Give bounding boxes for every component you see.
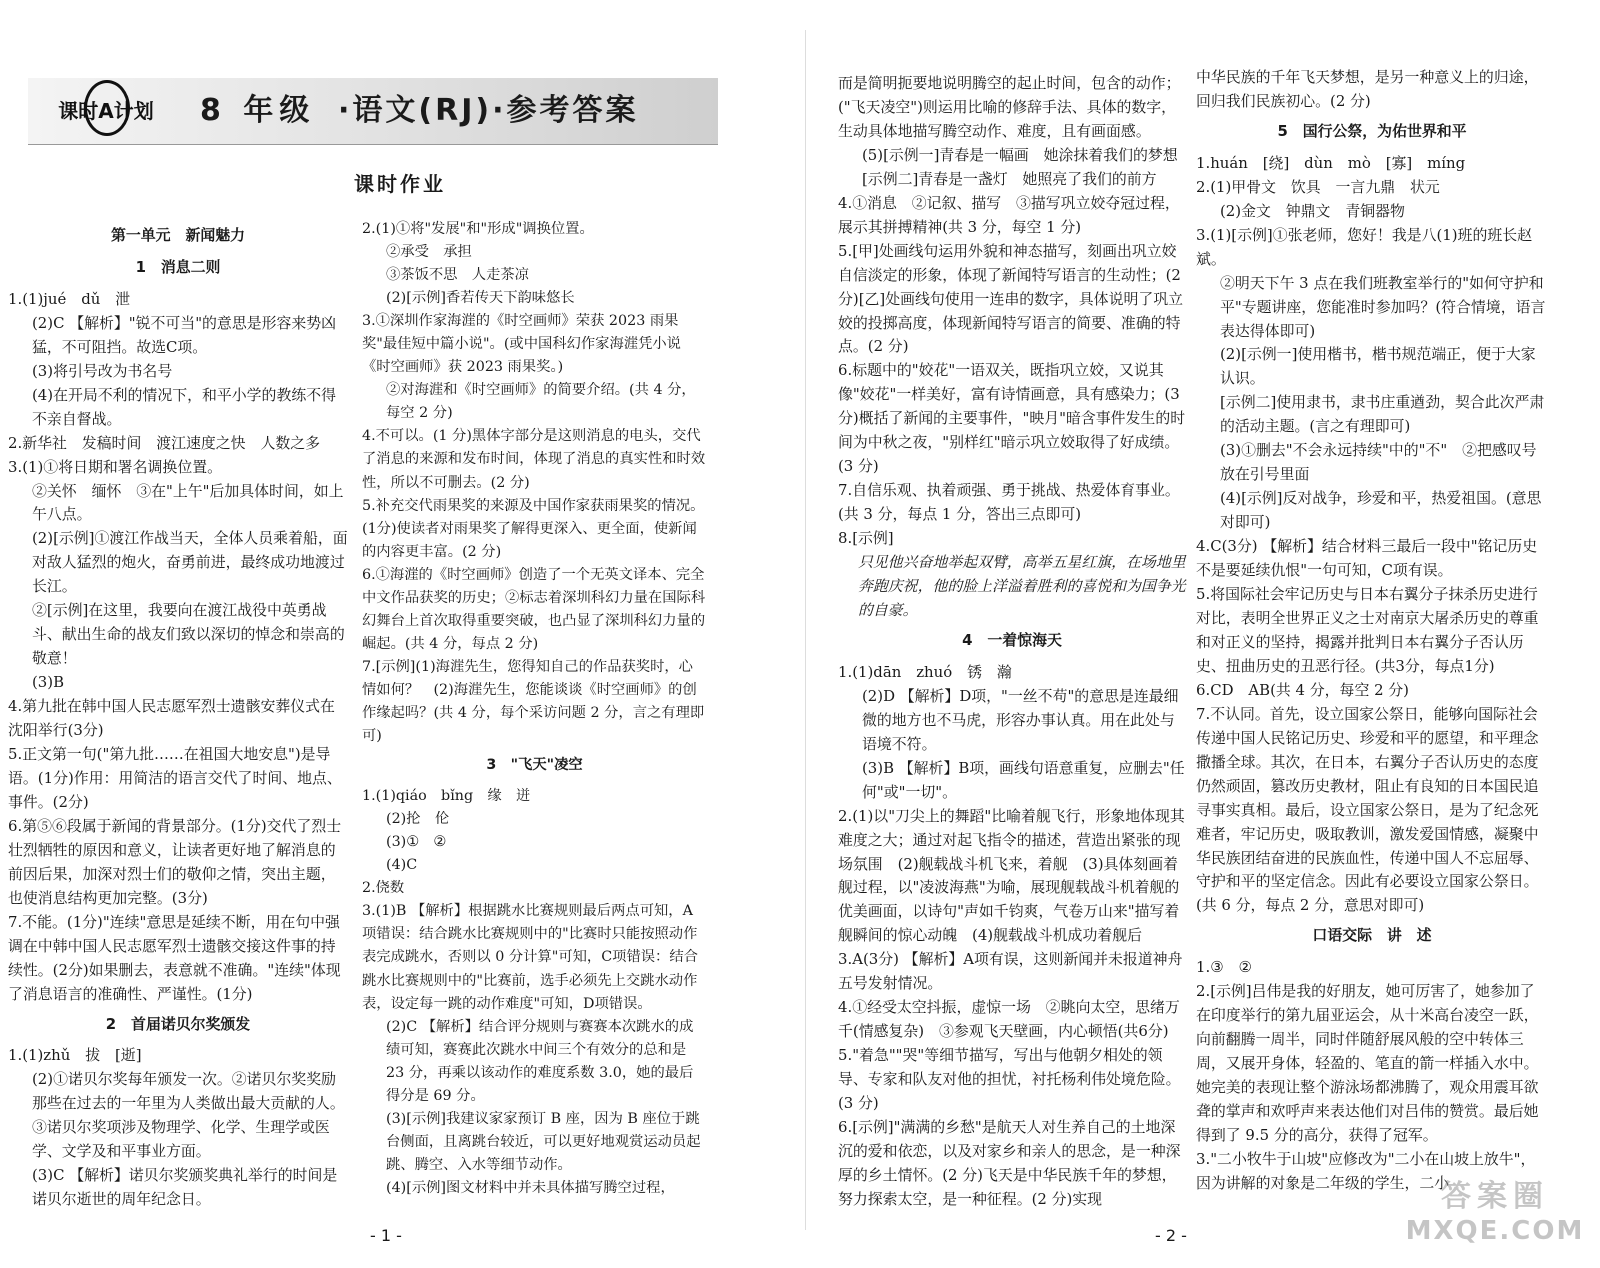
answer-line: 1.(1)qiáo bǐng 缘 迸 — [362, 788, 531, 805]
answer-line: (2)D 【解析】D项，"一丝不苟"的意思是连最细微的地方也不马虎，形容办事认真。用在此处与语境不符。 — [862, 686, 1179, 753]
answer-line: (2)抡 伦 — [386, 811, 450, 828]
answer-line: (2)C 【解析】"锐不可当"的意思是形容来势凶猛，不可阻挡。故选C项。 — [32, 313, 337, 356]
answer-line: (2)C 【解析】结合评分规则与赛赛本次跳水的成绩可知，赛赛此次跳水中间三个有效分的总和是 23 分，再乘以该动作的难度系数 3.0，她的最后得分是 69 分。 — [386, 1018, 694, 1104]
answer-line: (4)在开局不利的情况下，和平小学的教练不得不亲自督战。 — [32, 385, 337, 428]
answer-line: 3.①深圳作家海漄的《时空画师》荣获 2023 雨果奖"最佳短中篇小说"。(或中国科幻作家海漄凭小说《时空画师》获 2023 雨果奖。) — [362, 313, 681, 376]
answer-line: (3)①删去"不会永远持续"中的"不" ②把感叹号放在引号里面 — [1220, 441, 1537, 484]
answer-line: (2)[示例一]使用楷书，楷书规范端正，便于大家认识。 — [1220, 345, 1536, 388]
watermark-logo-text: 答案圈 — [1441, 1179, 1549, 1214]
answer-line: (3)[示例]我建议家家预订 B 座，因为 B 座位于跳台侧面，且离跳台较近，可以更好地观赏运动员起跳、腾空、入水等细节动作。 — [386, 1110, 701, 1173]
answer-line: (3)B — [32, 673, 65, 692]
section-heading: 第一单元 新闻魅力 — [110, 226, 246, 244]
answer-line: 7.自信乐观、执着顽强、勇于挑战、热爱体育事业。(共 3 分，每点 1 分，答出三点即可) — [838, 481, 1180, 524]
answer-line: (4)C — [386, 857, 418, 874]
page-divider — [805, 30, 806, 1230]
answer-line: 2.新华社 发稿时间 渡江速度之快 人数之多 — [8, 433, 321, 452]
page-number-1: - 1 - — [370, 1226, 402, 1245]
site-watermark — [1400, 1180, 1590, 1260]
answer-line: [示例二]青春是一盏灯 她照亮了我们的前方 — [862, 169, 1157, 188]
answer-line: 而是简明扼要地说明腾空的起止时间，包含的动作；("飞天凌空")则运用比喻的修辞手法、具体的数字，生动具体地描写腾空动作、难度，且有画面感。 — [838, 74, 1181, 140]
answer-line: 7.不能。(1分)"连续"意思是延续不断，用在句中强调在中韩中国人民志愿军烈士遗骸交接这件事的持续性。(2分)如果删去，表意就不准确。"连续"体现了消息语言的准确性、严谨性。(1分) — [8, 912, 341, 1003]
answer-line: 8.[示例] — [838, 529, 894, 548]
section-heading: 口语交际 讲 述 — [1312, 926, 1432, 945]
answer-line: 1.(1)zhǔ 拔 [逝] — [8, 1046, 142, 1065]
header-banner — [28, 78, 718, 145]
answer-line: 7.[示例](1)海漄先生，您得知自己的作品获奖时，心情如何？ (2)海漄先生，您能谈谈《时空画师》的创作缘起吗？(共 4 分，每个采访问题 2 分，言之有理即可) — [362, 658, 705, 745]
answer-line: 1.(1)dān zhuó 锈 瀚 — [838, 662, 1012, 681]
answer-line: 6.CD AB(共 4 分，每空 2 分) — [1196, 680, 1409, 699]
answer-line: 2.(1)以"刀尖上的舞蹈"比喻着舰飞行，形象地体现其难度之大；通过对起飞指令的描述，营造出紧张的现场氛围 (2)舰载战斗机飞来，着舰 (3)具体刻画着舰过程，以"凌波海燕"为喻，展现舰载战斗机着舰的优美画面，以诗句"声如千钧爽，气卷万山来"描写着舰瞬间的惊心动魄 (4)舰载战斗机成功着舰后 — [838, 806, 1185, 945]
answer-line: 6.标题中的"姣花"一语双关，既指巩立姣，又说其像"姣花"一样美好，富有诗情画意，具有感染力；(3 分)概括了新闻的主要事件，"映月"暗含事件发生的时间为中秋之夜，"别样红"暗示巩立姣取得了好成绩。(3 分) — [838, 361, 1186, 476]
answer-line: ②对海漄和《时空画师》的简要介绍。(共 4 分，每空 2 分) — [386, 382, 696, 422]
answer-line: 5.补充交代雨果奖的来源及中国作家获雨果奖的情况。(1分)使读者对雨果奖了解得更深入、更全面，使新闻的内容更丰富。(2 分) — [362, 497, 705, 560]
answer-line: (2)[示例]①渡江作战当天，全体人员乘着船，面对敌人猛烈的炮火，奋勇前进，最终成功地渡过长江。 — [32, 529, 348, 596]
grade-label: 8 年级 — [200, 93, 316, 128]
answer-line: 1.(1)jué dǔ 泄 — [8, 289, 131, 308]
answer-line: [示例二]使用隶书，隶书庄重遒劲，契合此次严肃的活动主题。(言之有理即可) — [1220, 393, 1545, 436]
section-heading: 4 一着惊海天 — [962, 630, 1062, 649]
answer-line: 3."二小牧牛于山坡"应修改为"二小在山坡上放牛"，因为讲解的对象是二年级的学生，二小 — [1196, 1149, 1536, 1192]
answer-line: 中华民族的千年飞天梦想，是另一种意义上的归途，回归我们民族初心。(2 分) — [1196, 68, 1539, 110]
answer-line: 5."着急""哭"等细节描写，写出与他朝夕相处的领导、专家和队友对他的担忧，衬托杨利伟处境危险。(3 分) — [838, 1046, 1181, 1113]
answer-line: 4.①消息 ②记叙、描写 ③描写巩立姣夺冠过程，展示其拼搏精神(共 3 分，每空 1 分) — [838, 193, 1180, 236]
subject-label: ·语文(RJ)·参考答案 — [338, 93, 639, 128]
column-2 — [362, 218, 707, 1200]
answer-line: 3.A(3分) 【解析】A项有误，这则新闻并未报道神舟五号发射情况。 — [838, 950, 1183, 993]
answer-line: 5.将国际社会牢记历史与日本右翼分子抹杀历史进行对比，表明全世界正义之士对南京大屠杀历史的尊重和对正义的坚持，揭露并批判日本右翼分子否认历史、扭曲历史的丑恶行径。(共3分，每点1分) — [1196, 585, 1539, 675]
column-1 — [8, 218, 348, 1212]
answer-line: 2.(1)甲骨文 饮具 一言九鼎 状元 — [1196, 177, 1440, 196]
answer-line: 7.不认同。首先，设立国家公祭日，能够向国际社会传递中国人民铭记历史、珍爱和平的愿望，和平理念撒播全球。其次，在日本，右翼分子否认历史的态度仍然顽固，篡改历史教材，阻止有良知的日本国民追寻事实真相。最后，设立国家公祭日，是为了纪念死难者，牢记历史，吸取教训，激发爱国情感，凝聚中华民族团结奋进的民族血性，传递中国人不忘屈辱、守护和平的坚定信念。因此有必要设立国家公祭日。(共 6 分，每点 2 分，意思对即可) — [1196, 704, 1539, 915]
document-title: 课时作业 — [354, 172, 446, 196]
answer-line: 1.huán [绕] dùn mò [寡] míng — [1196, 153, 1466, 172]
answer-line: (3)① ② — [386, 834, 447, 851]
answer-line: 6.①海漄的《时空画师》创造了一个无英文译本、完全中文作品获奖的历史；②标志着深圳科幻力量在国际科幻舞台上首次取得重要突破，也凸显了深圳科幻力量的崛起。(共 4 分，每点 2 分) — [362, 566, 706, 652]
column-3 — [838, 72, 1186, 1212]
answer-line: (4)[示例]反对战争，珍爱和平，热爱祖国。(意思对即可) — [1220, 489, 1542, 532]
answer-line: 1.③ ② — [1196, 958, 1252, 977]
answer-line: (3)将引号改为书名号 — [32, 361, 173, 380]
section-heading: 5 国行公祭，为佑世界和平 — [1277, 121, 1467, 140]
answer-line: (2)金文 钟鼎文 青铜器物 — [1220, 201, 1405, 220]
answer-line: 3.(1)B 【解析】根据跳水比赛规则最后两点可知，A项错误：结合跳水比赛规则中的"比赛时只能按照动作表完成跳水，否则以 0 分计算"可知，C项错误：结合跳水比赛规则中的"比赛前，选手必须先上交跳水动作表，设定每一跳的动作难度"可知，D项错误。 — [362, 903, 698, 1012]
page-number-2: - 2 - — [1155, 1226, 1187, 1245]
answer-line: ②[示例]在这里，我要向在渡江战役中英勇战斗、献出生命的战友们致以深切的悼念和崇高的敬意！ — [32, 601, 345, 668]
answer-line: 5.[甲]处画线句运用外貌和神态描写，刻画出巩立姣自信淡定的形象，体现了新闻特写语言的生动性；(2 分)[乙]处画线句使用一连串的数字，具体说明了巩立姣的投掷高度，体现新闻特写语言的简要、准确的特点。(2 分) — [838, 241, 1184, 356]
answer-line: 2.[示例]吕伟是我的好朋友，她可厉害了，她参加了在印度举行的第九届亚运会，从十米高台凌空一跃，向前翻腾一周半，同时伴随舒展风般的空中转体三周，又展开身体，轻盈的、笔直的箭一样插入水中。她完美的表现让整个游泳场都沸腾了，观众用震耳欲聋的掌声和欢呼声来表达他们对吕伟的赞赏。最后她得到了 9.5 分的高分，获得了冠军。 — [1196, 982, 1539, 1144]
answer-line: (4)[示例]图文材料中并未具体描写腾空过程， — [386, 1179, 675, 1196]
answer-line: 3.(1)①将日期和署名调换位置。 — [8, 457, 222, 476]
answer-line: 5.正文第一句("第九批……在祖国大地安息")是导语。(1分)作用：用简洁的语言交代了时间、地点、事件。(2分) — [8, 745, 342, 811]
answer-line: (5)[示例一]青春是一幅画 她涂抹着我们的梦想 — [862, 145, 1178, 164]
section-heading: 2 首届诺贝尔奖颁发 — [105, 1014, 251, 1033]
answer-line: 4.①经受太空抖振，虚惊一场 ②眺向太空，思绪万千(情感复杂) ③参观飞天壁画，内心顿悟(共6分) — [838, 998, 1180, 1041]
answer-line: 4.不可以。(1 分)黑体字部分是这则消息的电头，交代了消息的来源和发布时间，体现了消息的真实性和时效性，所以不可删去。(2 分) — [362, 428, 706, 491]
answer-line: ②关怀 缅怀 ③在"上午"后加具体时间，如上午八点。 — [32, 481, 344, 524]
column-4 — [1196, 66, 1548, 1196]
brand-logo: 课时A计划 — [58, 99, 154, 123]
answer-line: 3.(1)[示例]①张老师，您好！我是八(1)班的班长赵斌。 — [1196, 225, 1533, 268]
answer-line: 6.[示例]"满满的乡愁"是航天人对生养自己的土地深沉的爱和依恋，以及对家乡和亲人的思念，是一种深厚的乡土情怀。(2 分)飞天是中华民族千年的梦想，努力探索太空，是一种征程。(2 分)实现 — [838, 1117, 1181, 1208]
answer-line: 4.第九批在韩中国人民志愿军烈士遗骸安葬仪式在沈阳举行(3分) — [8, 697, 335, 740]
section-heading: 1 消息二则 — [135, 257, 221, 276]
answer-line: ②承受 承担 — [386, 244, 472, 261]
answer-line: ②明天下午 3 点在我们班教室举行的"如何守护和平"专题讲座，您能准时参加吗？(符合情境，语言表达得体即可) — [1220, 273, 1546, 340]
answer-line: (2)①诺贝尔奖每年颁发一次。②诺贝尔奖奖励那些在过去的一年里为人类做出最大贡献的人。③诺贝尔奖项涉及物理学、化学、生理学或医学、文学及和平事业方面。 — [32, 1070, 345, 1161]
answer-line: 2.(1)①将"发展"和"形成"调换位置。 — [362, 221, 594, 237]
answer-line: 2.侥数 — [362, 880, 405, 897]
section-heading: 3 "飞天"凌空 — [486, 757, 583, 774]
answer-line: (3)B 【解析】B项，画线句语意重复，应删去"任何"或"一切"。 — [862, 758, 1185, 801]
answer-line: (3)C 【解析】诺贝尔奖颁奖典礼举行的时间是诺贝尔逝世的周年纪念日。 — [32, 1166, 338, 1209]
handwritten-answer: 只见他兴奋地举起双臂，高举五星红旗，在场地里奔跑庆祝，他的脸上洋溢着胜利的喜悦和为国争光的自豪。 — [858, 553, 1186, 619]
answer-line: (2)[示例]香若传天下韵味悠长 — [386, 290, 575, 307]
answer-line: 4.C(3分) 【解析】结合材料三最后一段中"铭记历史不是要延续仇恨"一句可知，C项有误。 — [1196, 537, 1538, 580]
answer-line: ③茶饭不思 人走茶凉 — [386, 267, 529, 284]
watermark-url: MXQE.COM — [1405, 1216, 1585, 1246]
answer-line: 6.第⑤⑥段属于新闻的背景部分。(1分)交代了烈士壮烈牺牲的原因和意义，让读者更好地了解消息的前因后果，加深对烈士们的敬仰之情，突出主题，也使消息结构更加完整。(3分) — [8, 816, 342, 907]
